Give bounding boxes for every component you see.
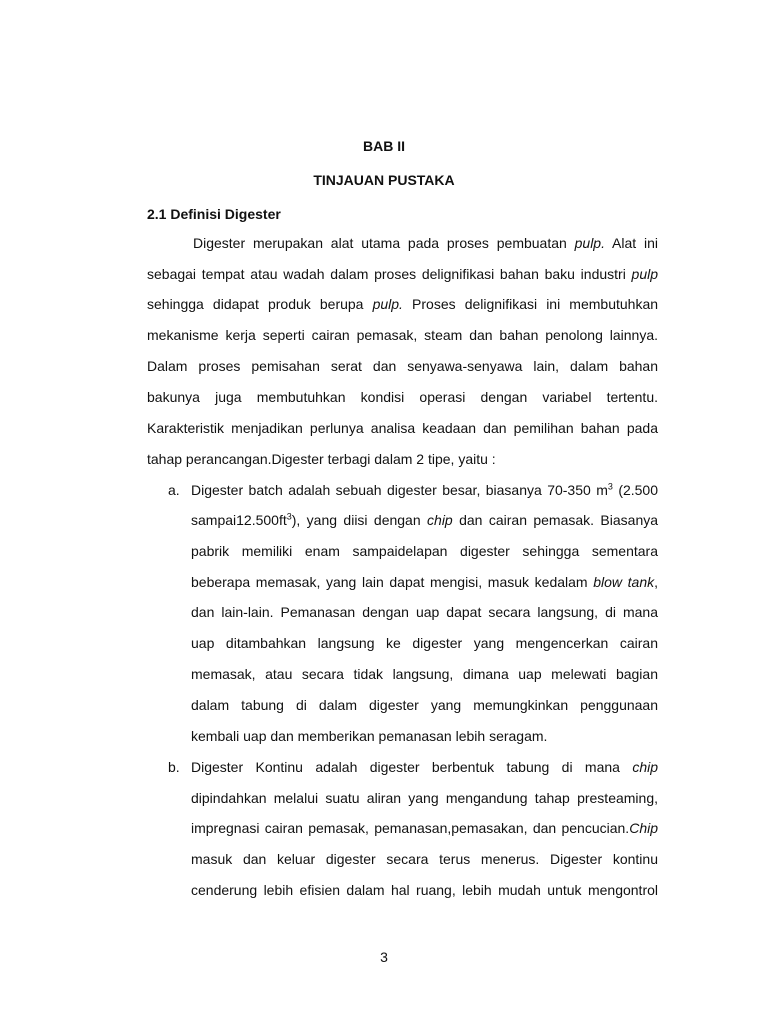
chapter-title: TINJAUAN PUSTAKA	[313, 172, 455, 188]
paragraph-line: tahap perancangan.Digester terbagi dalam 2 tipe, yaitu :	[147, 451, 496, 467]
paragraph-line: sebagai tempat atau wadah dalam proses delignifikasi bahan baku industri pulp	[147, 266, 659, 282]
list-item-line: dan lain-lain. Pemanasan dengan uap dapat secara langsung, di mana	[191, 604, 658, 620]
paragraph-line: Dalam proses pemisahan serat dan senyawa-senyawa lain, dalam bahan	[147, 358, 658, 374]
list-marker: b.	[168, 759, 180, 775]
list-item-line: masuk dan keluar digester secara terus menerus. Digester kontinu	[191, 851, 658, 867]
list-item-line: dipindahkan melalui suatu aliran yang mengandung tahap presteaming,	[191, 790, 658, 806]
section-heading: 2.1 Definisi Digester	[147, 206, 281, 222]
list-item-line: beberapa memasak, yang lain dapat mengisi, masuk kedalam blow tank,	[191, 574, 659, 590]
page-number: 3	[380, 949, 388, 965]
list-marker: a.	[168, 482, 180, 498]
paragraph-line: Digester merupakan alat utama pada proses pembuatan pulp. Alat ini	[193, 235, 658, 251]
list-item-line: memasak, atau secara tidak langsung, dimana uap melewati bagian	[191, 666, 658, 682]
list-item-line: kembali uap dan memberikan pemanasan lebih seragam.	[191, 728, 548, 744]
list-item-line: impregnasi cairan pemasak, pemanasan,pemasakan, dan pencucian.Chip	[191, 820, 658, 836]
list-item-line: Digester Kontinu adalah digester berbentuk tabung di mana chip	[191, 759, 658, 775]
list-item-line: $sampai12.500ft^3$), yang diisi dengan chip dan cairan pemasak. Biasanya	[191, 511, 659, 528]
list-item-line: uap ditambahkan langsung ke digester yang mengencerkan cairan	[191, 635, 658, 651]
paragraph-line: Karakteristik menjadikan perlunya analisa keadaan dan pemilihan bahan pada	[147, 420, 658, 436]
list-item-line: Digester batch adalah sebuah digester besar, biasanya 70-350 $m^3$ (2.500	[191, 481, 659, 498]
list-item-line: dalam tabung di dalam digester yang memungkinkan penggunaan	[191, 697, 658, 713]
chapter-heading: BAB II	[363, 138, 405, 154]
list-item-line: cenderung lebih efisien dalam hal ruang, lebih mudah untuk mengontrol	[191, 882, 658, 898]
paragraph-line: mekanisme kerja seperti cairan pemasak, steam dan bahan penolong lainnya.	[147, 327, 658, 343]
list-item-line: pabrik memiliki enam sampaidelapan digester sehingga sementara	[191, 543, 658, 559]
paragraph-line: bakunya juga membutuhkan kondisi operasi dengan variabel tertentu.	[147, 389, 658, 405]
paragraph-line: sehingga didapat produk berupa pulp. Proses delignifikasi ini membutuhkan	[147, 296, 659, 312]
